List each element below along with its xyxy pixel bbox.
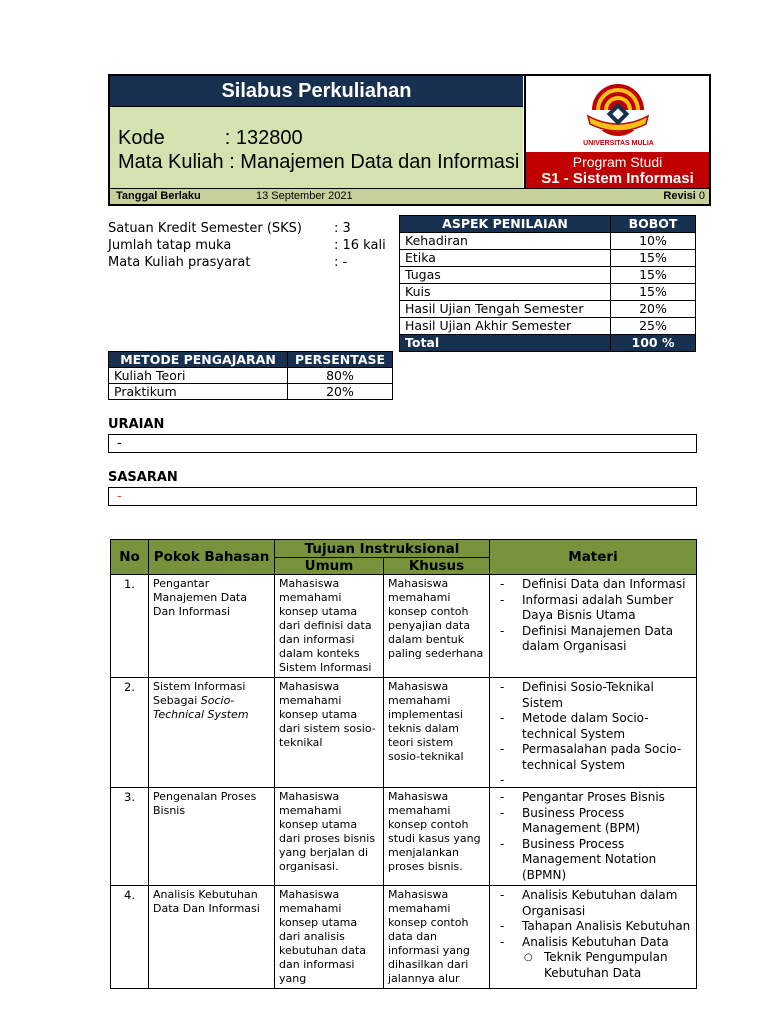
bobot-header: BOBOT xyxy=(611,216,696,233)
revisi-label: Revisi xyxy=(663,190,696,202)
materi xyxy=(490,788,697,886)
khusus-header: Khusus xyxy=(384,558,490,575)
topics-table xyxy=(110,539,697,989)
aspek-name: Hasil Ujian Tengah Semester xyxy=(400,301,611,318)
materi-item-empty xyxy=(494,773,692,785)
table-row xyxy=(111,788,697,886)
revisi-value: 0 xyxy=(698,190,705,202)
prasyarat-label: Mata Kuliah prasyarat xyxy=(108,255,251,270)
materi-item: - Metode dalam Socio-technical System xyxy=(494,711,692,742)
materi-subitem: ○ Teknik Pengumpulan Kebutuhan Data xyxy=(494,950,692,981)
total-label: Total xyxy=(400,335,611,352)
materi-header: Materi xyxy=(490,540,697,575)
tatap-muka-value: : 16 kali xyxy=(334,238,386,253)
tujuan-umum: Mahasiswa memahami konsep utama dari definisi data dan informasi dalam konteks Sistem Informasi xyxy=(275,575,384,678)
pokok-bahasan: Analisis Kebutuhan Data Dan Informasi xyxy=(149,886,275,989)
pokok-bahasan-header: Pokok Bahasan xyxy=(149,540,275,575)
pokok-bahasan: Sistem Informasi Sebagai Socio-Technical System xyxy=(149,678,275,788)
header-footer-bar xyxy=(110,188,709,204)
materi-item: - Analisis Kebutuhan Data xyxy=(494,935,692,951)
university-logo xyxy=(524,76,709,152)
tujuan-khusus: Mahasiswa memahami konsep contoh studi kasus yang menjalankan proses bisnis. xyxy=(384,788,490,886)
uraian-value: - xyxy=(117,436,122,451)
table-row xyxy=(111,678,697,788)
sks-label: Satuan Kredit Semester (SKS) xyxy=(108,221,302,236)
table-row xyxy=(400,301,696,318)
aspek-weight: 25% xyxy=(611,318,696,335)
course-info-panel xyxy=(110,106,523,188)
revisi xyxy=(663,190,705,202)
row-number: 1. xyxy=(111,575,149,678)
mata-kuliah-label: Mata Kuliah xyxy=(118,151,224,173)
row-number: 3. xyxy=(111,788,149,886)
materi-item: - Definisi Manajemen Data dalam Organisasi xyxy=(494,624,692,655)
tujuan-header: Tujuan Instruksional xyxy=(275,540,490,558)
syllabus-header xyxy=(108,74,711,206)
mata-kuliah-value: : Manajemen Data dan Informasi xyxy=(229,151,520,173)
metode-percent: 20% xyxy=(288,384,393,400)
table-row xyxy=(111,575,697,678)
table-row xyxy=(400,233,696,250)
tanggal-value: 13 September 2021 xyxy=(256,190,353,202)
table-row xyxy=(109,384,393,400)
table-row xyxy=(400,250,696,267)
total-row xyxy=(400,335,696,352)
uraian-box xyxy=(108,434,697,453)
tujuan-umum: Mahasiswa memahami konsep utama dari sistem sosio-teknikal xyxy=(275,678,384,788)
materi-item: - Business Process Management Notation (BPMN) xyxy=(494,837,692,884)
persentase-header: PERSENTASE xyxy=(288,352,393,368)
table-row xyxy=(400,267,696,284)
materi-item: - Pengantar Proses Bisnis xyxy=(494,790,692,806)
logo-text: UNIVERSITAS MULIA xyxy=(583,140,654,147)
prasyarat-value: : - xyxy=(334,255,348,270)
tujuan-umum: Mahasiswa memahami konsep utama dari proses bisnis yang berjalan di organisasi. xyxy=(275,788,384,886)
table-row xyxy=(400,318,696,335)
aspek-weight: 15% xyxy=(611,284,696,301)
metode-header: METODE PENGAJARAN xyxy=(109,352,288,368)
materi-item: - Tahapan Analisis Kebutuhan xyxy=(494,919,692,935)
sasaran-label: SASARAN xyxy=(108,470,178,485)
pokok-bahasan: Pengantar Manajemen Data Dan Informasi xyxy=(149,575,275,678)
aspek-weight: 15% xyxy=(611,250,696,267)
materi-item: - Business Process Management (BPM) xyxy=(494,806,692,837)
no-header: No xyxy=(111,540,149,575)
tujuan-khusus: Mahasiswa memahami konsep contoh data dan informasi yang dihasilkan dari jalannya alur xyxy=(384,886,490,989)
tatap-muka-label: Jumlah tatap muka xyxy=(108,238,232,253)
metode-percent: 80% xyxy=(288,368,393,384)
aspek-name: Kuis xyxy=(400,284,611,301)
aspek-header: ASPEK PENILAIAN xyxy=(400,216,611,233)
sasaran-box xyxy=(108,487,697,506)
aspek-name: Hasil Ujian Akhir Semester xyxy=(400,318,611,335)
table-row xyxy=(109,368,393,384)
tujuan-khusus: Mahasiswa memahami implementasi teknis dalam teori sistem sosio-teknikal xyxy=(384,678,490,788)
kode-value: : 132800 xyxy=(224,127,303,149)
row-number: 2. xyxy=(111,678,149,788)
materi xyxy=(490,575,697,678)
sasaran-value: - xyxy=(117,489,122,504)
syllabus-title: Silabus Perkuliahan xyxy=(110,76,523,106)
tujuan-khusus: Mahasiswa memahami konsep contoh penyajian data dalam bentuk paling sederhana xyxy=(384,575,490,678)
materi-item: - Analisis Kebutuhan dalam Organisasi xyxy=(494,888,692,919)
aspek-name: Etika xyxy=(400,250,611,267)
total-value: 100 % xyxy=(611,335,696,352)
materi-item: - Definisi Sosio-Teknikal Sistem xyxy=(494,680,692,711)
metode-name: Kuliah Teori xyxy=(109,368,288,384)
sks-value: : 3 xyxy=(334,221,351,236)
program-studi-label: Program Studi xyxy=(572,154,663,170)
aspek-name: Kehadiran xyxy=(400,233,611,250)
kode-label: Kode xyxy=(118,127,165,149)
materi xyxy=(490,678,697,788)
tujuan-umum: Mahasiswa memahami konsep utama dari analisis kebutuhan data dan informasi yang xyxy=(275,886,384,989)
pokok-bahasan: Pengenalan Proses Bisnis xyxy=(149,788,275,886)
materi-item: - Permasalahan pada Socio-technical System xyxy=(494,742,692,773)
materi xyxy=(490,886,697,989)
materi-item: - Informasi adalah Sumber Daya Bisnis Utama xyxy=(494,593,692,624)
program-studi-value: S1 - Sistem Informasi xyxy=(541,170,694,187)
tanggal-label: Tanggal Berlaku xyxy=(116,190,201,202)
metode-name: Praktikum xyxy=(109,384,288,400)
program-studi-panel xyxy=(524,152,709,188)
aspek-weight: 20% xyxy=(611,301,696,318)
table-row xyxy=(111,886,697,989)
materi-item: - Definisi Data dan Informasi xyxy=(494,577,692,593)
aspek-weight: 15% xyxy=(611,267,696,284)
umum-header: Umum xyxy=(275,558,384,575)
aspek-name: Tugas xyxy=(400,267,611,284)
uraian-label: URAIAN xyxy=(108,417,165,432)
teaching-method-table xyxy=(108,351,393,400)
table-row xyxy=(400,284,696,301)
aspek-weight: 10% xyxy=(611,233,696,250)
assessment-table xyxy=(399,215,696,352)
row-number: 4. xyxy=(111,886,149,989)
